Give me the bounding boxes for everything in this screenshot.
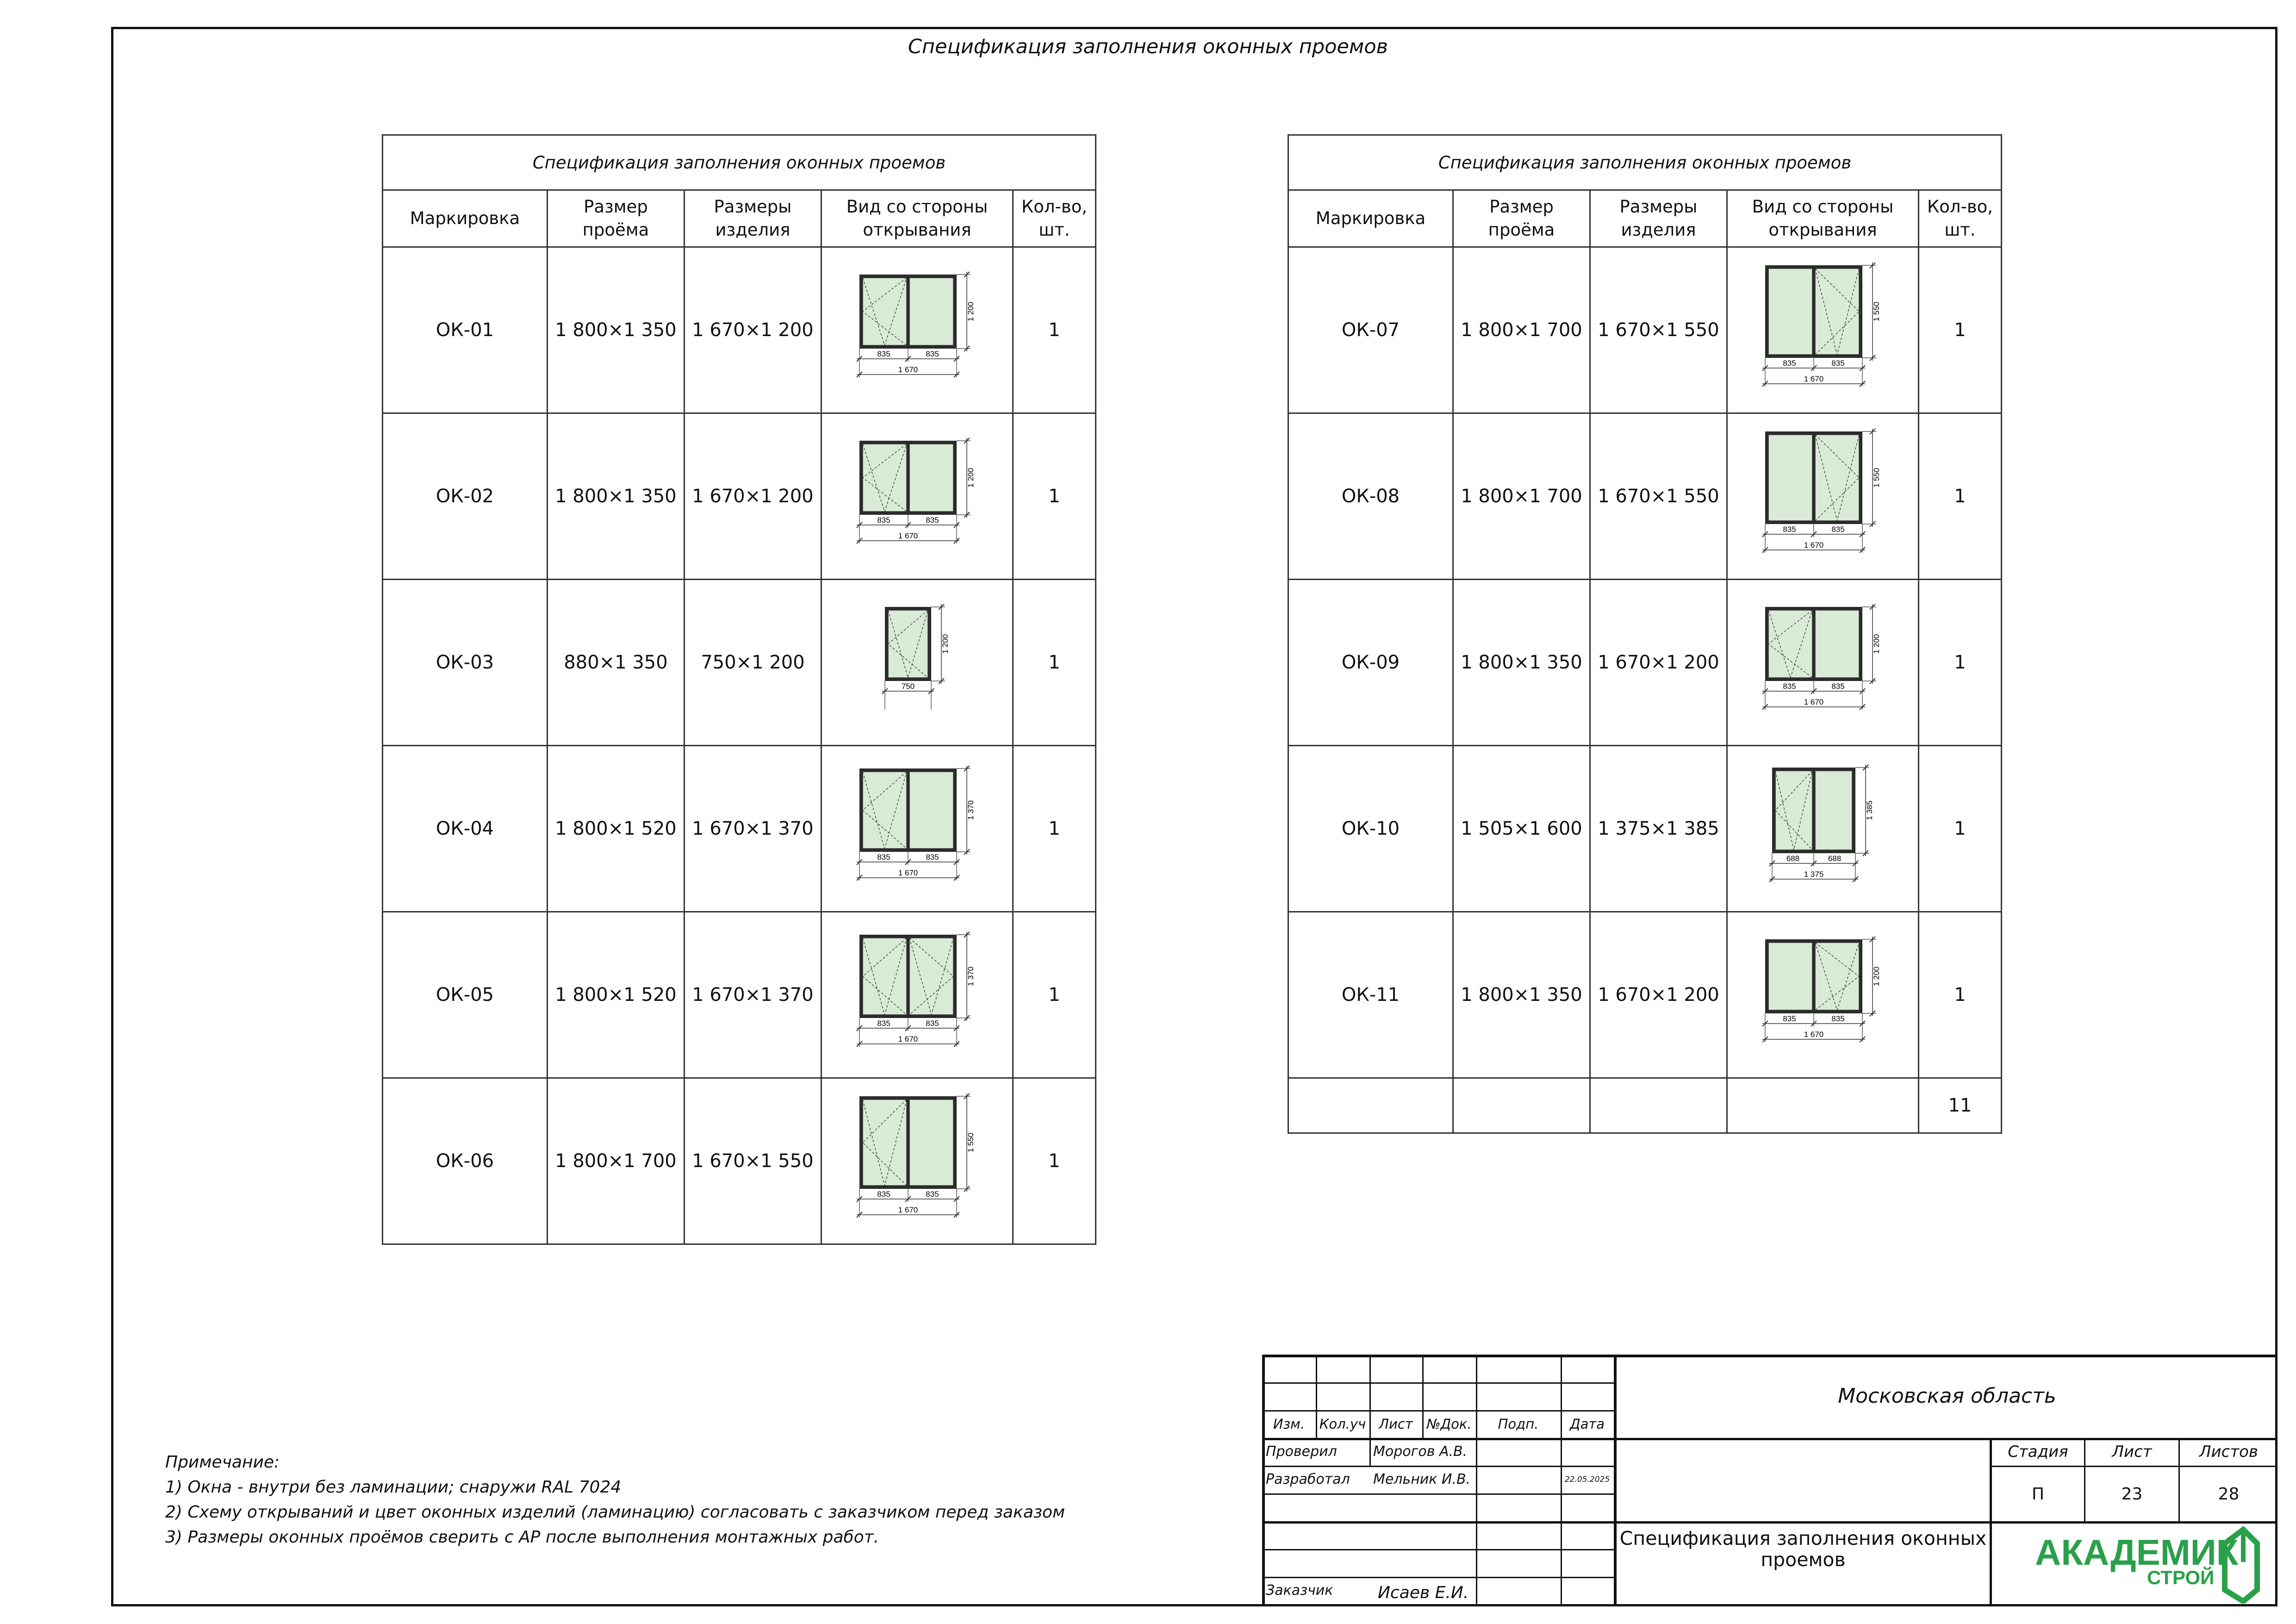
stage-value: П — [2031, 1485, 2045, 1504]
header-view: Вид со стороны открывания — [1727, 190, 1919, 247]
header-mark: Маркировка — [1288, 190, 1453, 247]
note-item: 1) Окна - внутри без ламинации; снаружи RAL 7024 — [165, 1478, 622, 1497]
cell-qty: 1 — [1013, 580, 1096, 746]
window-drawing — [1761, 261, 1885, 400]
col-data: Дата — [1569, 1416, 1605, 1432]
window-drawing — [855, 764, 980, 893]
cell-view — [821, 580, 1013, 746]
table-row — [1288, 247, 2002, 413]
cell-product: 750×1 200 — [684, 580, 821, 746]
header-view: Вид со стороны открывания — [821, 190, 1013, 247]
cell-view — [1727, 247, 1919, 413]
height-dim-label: 1 200 — [966, 301, 975, 322]
total-dim-label: 1 670 — [898, 868, 918, 877]
cell-qty: 1 — [1919, 580, 2002, 746]
sash-dim-label: 835 — [1831, 682, 1845, 691]
table-total-row — [1288, 1078, 2002, 1133]
table-row — [383, 912, 1096, 1078]
window-drawing — [855, 930, 980, 1060]
cell-view — [821, 746, 1013, 912]
height-dim-label: 1 550 — [1872, 468, 1881, 488]
cell-opening: 1 800×1 350 — [548, 413, 684, 580]
window-drawing — [855, 436, 980, 556]
total-dim-label: 1 670 — [1804, 375, 1823, 383]
cell-qty: 1 — [1919, 912, 2002, 1078]
table-row — [1288, 912, 2002, 1078]
height-dim-label: 1 370 — [966, 966, 975, 987]
cell-product: 1 375×1 385 — [1590, 746, 1727, 912]
total-dim-label: 1 375 — [1804, 869, 1823, 879]
cell-opening: 1 800×1 700 — [548, 1078, 684, 1244]
total-dim-label: 1 670 — [898, 1035, 918, 1043]
header-qty: Кол-во, шт. — [1919, 190, 2002, 247]
sash-dim-label: 835 — [925, 1019, 939, 1028]
window-drawing — [1761, 935, 1885, 1055]
sash-dim-label: 835 — [1831, 359, 1845, 368]
cell-view — [1727, 413, 1919, 580]
cell-opening: 1 800×1 520 — [548, 746, 684, 912]
sash-dim-label: 835 — [877, 1019, 890, 1028]
cell-qty: 1 — [1013, 247, 1096, 413]
window-drawing — [855, 270, 980, 390]
title-block — [1262, 1355, 2277, 1606]
total-dim-label: 1 670 — [1804, 541, 1823, 550]
svg-text:СТРОЙ: СТРОЙ — [2147, 1567, 2215, 1588]
cell-product: 1 670×1 370 — [684, 746, 821, 912]
cell-opening: 1 800×1 520 — [548, 912, 684, 1078]
sash-dim-label: 835 — [877, 1190, 890, 1199]
cell-qty: 1 — [1919, 247, 2002, 413]
cell-view — [1727, 746, 1919, 912]
developed-date: 22.05.2025 — [1564, 1475, 1610, 1484]
checked-name: Морогов А.В. — [1373, 1443, 1468, 1460]
cell-qty: 1 — [1919, 746, 2002, 912]
sash-dim-label: 750 — [901, 682, 915, 691]
spec-table-right — [1288, 134, 2002, 1134]
cell-product: 1 670×1 370 — [684, 912, 821, 1078]
header-product: Размеры изделия — [684, 190, 821, 247]
notes — [165, 1450, 1065, 1550]
sash-dim-label: 835 — [877, 853, 890, 862]
sash-dim-label: 835 — [925, 853, 939, 862]
cell-opening: 1 800×1 700 — [1453, 413, 1590, 580]
note-item: 2) Схему открываний и цвет оконных изделий (ламинацию) согласовать с заказчиком перед заказом — [165, 1503, 1065, 1522]
note-item: 3) Размеры оконных проёмов сверить с АР после выполнения монтажных работ. — [165, 1528, 879, 1547]
table-row — [1288, 580, 2002, 746]
cell-product: 1 670×1 200 — [1590, 580, 1727, 746]
total-qty: 11 — [1919, 1078, 2002, 1133]
notes-title: Примечание: — [165, 1453, 280, 1472]
cell-product: 1 670×1 200 — [1590, 912, 1727, 1078]
window-drawing — [1761, 427, 1885, 566]
company-logo — [2026, 1520, 2271, 1604]
cell-mark: ОК-11 — [1288, 912, 1453, 1078]
sash-dim-label: 835 — [925, 516, 939, 525]
header-opening: Размер проёма — [1453, 190, 1590, 247]
table-row — [383, 413, 1096, 580]
sash-dim-label: 835 — [1782, 682, 1796, 691]
sash-dim-label: 835 — [1782, 359, 1796, 368]
cell-qty: 1 — [1013, 1078, 1096, 1244]
cell-opening: 1 800×1 700 — [1453, 247, 1590, 413]
col-podp: Подп. — [1498, 1416, 1539, 1432]
cell-view — [1727, 580, 1919, 746]
table-row — [383, 580, 1096, 746]
table-row — [1288, 746, 2002, 912]
table-caption: Спецификация заполнения оконных проемов — [1288, 135, 2002, 190]
sheets-value: 28 — [2218, 1485, 2240, 1504]
header-product: Размеры изделия — [1590, 190, 1727, 247]
cell-qty: 1 — [1919, 413, 2002, 580]
stage-label: Стадия — [2008, 1443, 2068, 1461]
sash-dim-label: 688 — [1828, 854, 1841, 863]
window-drawing — [855, 1092, 980, 1230]
height-dim-label: 1 200 — [1872, 634, 1881, 654]
cell-mark: ОК-02 — [383, 413, 548, 580]
checked-label: Проверил — [1266, 1443, 1337, 1460]
total-dim-label: 1 670 — [1804, 698, 1823, 706]
sash-dim-label: 835 — [877, 350, 890, 358]
total-dim-label: 1 670 — [1804, 1030, 1823, 1039]
sash-dim-label: 835 — [1782, 525, 1796, 534]
cell-mark: ОК-09 — [1288, 580, 1453, 746]
window-drawing — [1761, 602, 1885, 723]
sash-dim-label: 688 — [1786, 854, 1799, 863]
cell-product: 1 670×1 550 — [1590, 247, 1727, 413]
cell-product: 1 670×1 200 — [684, 247, 821, 413]
height-dim-label: 1 550 — [1872, 301, 1881, 322]
height-dim-label: 1 385 — [1865, 800, 1874, 820]
cell-product: 1 670×1 550 — [684, 1078, 821, 1244]
cell-mark: ОК-04 — [383, 746, 548, 912]
cell-mark: ОК-06 — [383, 1078, 548, 1244]
cell-view — [821, 247, 1013, 413]
project-name: Московская область — [1838, 1384, 2056, 1408]
height-dim-label: 1 200 — [940, 634, 950, 654]
total-dim-label: 1 670 — [898, 1206, 918, 1214]
sheet-label: Лист — [2112, 1443, 2152, 1461]
total-dim-label: 1 670 — [898, 531, 918, 540]
header-qty: Кол-во, шт. — [1013, 190, 1096, 247]
developed-name: Мельник И.В. — [1373, 1471, 1471, 1487]
height-dim-label: 1 200 — [966, 468, 975, 488]
height-dim-label: 1 550 — [966, 1132, 975, 1153]
svg-text:АКАДЕМИК: АКАДЕМИК — [2035, 1532, 2239, 1573]
cell-opening: 1 800×1 350 — [1453, 912, 1590, 1078]
sash-dim-label: 835 — [877, 516, 890, 525]
window-drawing — [880, 602, 954, 723]
cell-mark: ОК-05 — [383, 912, 548, 1078]
table-row — [383, 1078, 1096, 1244]
col-kol: Кол.уч — [1319, 1416, 1366, 1432]
cell-opening: 1 800×1 350 — [548, 247, 684, 413]
cell-qty: 1 — [1013, 912, 1096, 1078]
cell-opening: 880×1 350 — [548, 580, 684, 746]
developed-label: Разработал — [1266, 1471, 1350, 1487]
sash-dim-label: 835 — [1782, 1014, 1796, 1023]
cell-qty: 1 — [1013, 746, 1096, 912]
sheet-title: Спецификация заполнения оконных проемов — [908, 35, 1388, 58]
cell-opening: 1 505×1 600 — [1453, 746, 1590, 912]
cell-view — [821, 413, 1013, 580]
cell-mark: ОК-01 — [383, 247, 548, 413]
height-dim-label: 1 370 — [966, 800, 975, 820]
cell-opening: 1 800×1 350 — [1453, 580, 1590, 746]
cell-product: 1 670×1 550 — [1590, 413, 1727, 580]
sash-dim-label: 835 — [925, 350, 939, 358]
cell-view — [821, 912, 1013, 1078]
cell-view — [821, 1078, 1013, 1244]
cell-mark: ОК-07 — [1288, 247, 1453, 413]
height-dim-label: 1 200 — [1872, 966, 1881, 987]
col-ndok: №Док. — [1426, 1416, 1472, 1432]
spec-table-left — [382, 134, 1096, 1245]
cell-mark: ОК-08 — [1288, 413, 1453, 580]
col-list: Лист — [1379, 1416, 1413, 1432]
total-dim-label: 1 670 — [898, 365, 918, 374]
table-caption: Спецификация заполнения оконных проемов — [383, 135, 1096, 190]
cell-mark: ОК-10 — [1288, 746, 1453, 912]
cell-view — [1727, 912, 1919, 1078]
table-row — [1288, 413, 2002, 580]
sheet-value: 23 — [2121, 1485, 2143, 1504]
col-izm: Изм. — [1273, 1416, 1305, 1432]
window-drawing — [1767, 763, 1879, 895]
sash-dim-label: 835 — [1831, 525, 1845, 534]
document-title: Спецификация заполнения оконных проемов — [1619, 1527, 1987, 1571]
sash-dim-label: 835 — [925, 1190, 939, 1199]
cell-product: 1 670×1 200 — [684, 413, 821, 580]
sash-dim-label: 835 — [1831, 1014, 1845, 1023]
sheets-label: Листов — [2199, 1443, 2258, 1461]
table-row — [383, 247, 1096, 413]
customer-label: Заказчик — [1266, 1582, 1333, 1599]
cell-qty: 1 — [1013, 413, 1096, 580]
header-mark: Маркировка — [383, 190, 548, 247]
table-row — [383, 746, 1096, 912]
header-opening: Размер проёма — [548, 190, 684, 247]
cell-mark: ОК-03 — [383, 580, 548, 746]
customer-name: Исаев Е.И. — [1378, 1583, 1469, 1602]
